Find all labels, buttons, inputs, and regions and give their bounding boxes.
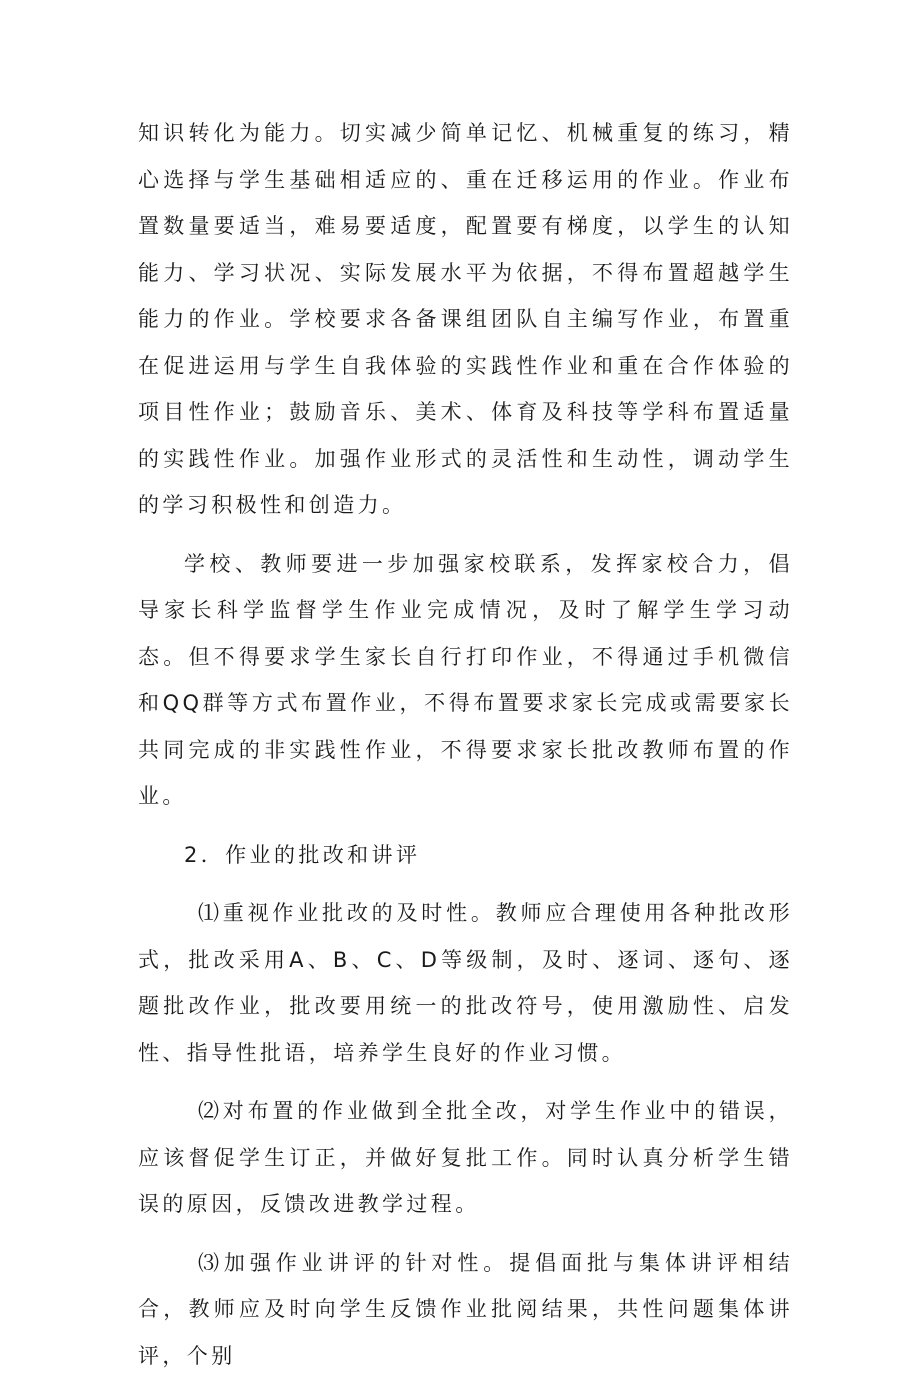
paragraph-gap — [138, 1076, 793, 1088]
list-item-review-targeting: ⑶加强作业讲评的针对性。提倡面批与集体讲评相结合，教师应及时向学生反馈作业批阅结果，共性问题集体讲评，个别 — [138, 1240, 793, 1379]
section-heading-grading: 2．作业的批改和讲评 — [138, 832, 793, 879]
paragraph-gap — [138, 529, 793, 541]
paragraph-gap — [138, 820, 793, 832]
paragraph-gap — [138, 1228, 793, 1240]
paragraph-home-school: 学校、教师要进一步加强家校联系，发挥家校合力，倡导家长科学监督学生作业完成情况，及时了解学生学习动态。但不得要求学生家长自行打印作业，不得通过手机微信和QQ群等方式布置作业，不得布置要求家长完成或需要家长共同完成的非实践性作业，不得要求家长批改教师布置的作业。 — [138, 541, 793, 820]
document-body — [138, 110, 793, 1379]
paragraph-homework-design: 知识转化为能力。切实减少简单记忆、机械重复的练习，精心选择与学生基础相适应的、重在迁移运用的作业。作业布置数量要适当，难易要适度，配置要有梯度，以学生的认知能力、学习状况、实际发展水平为依据，不得布置超越学生能力的作业。学校要求各备课组团队自主编写作业，布置重在促进运用与学生自我体验的实践性作业和重在合作体验的项目性作业；鼓励音乐、美术、体育及科技等学科布置适量的实践性作业。加强作业形式的灵活性和生动性，调动学生的学习积极性和创造力。 — [138, 110, 793, 529]
list-item-full-correction: ⑵对布置的作业做到全批全改，对学生作业中的错误，应该督促学生订正，并做好复批工作。同时认真分析学生错误的原因，反馈改进教学过程。 — [138, 1088, 793, 1228]
list-item-timeliness: ⑴重视作业批改的及时性。教师应合理使用各种批改形式，批改采用A、B、C、D等级制，及时、逐词、逐句、逐题批改作业，批改要用统一的批改符号，使用激励性、启发性、指导性批语，培养学生良好的作业习惯。 — [138, 890, 793, 1076]
paragraph-gap — [138, 878, 793, 890]
